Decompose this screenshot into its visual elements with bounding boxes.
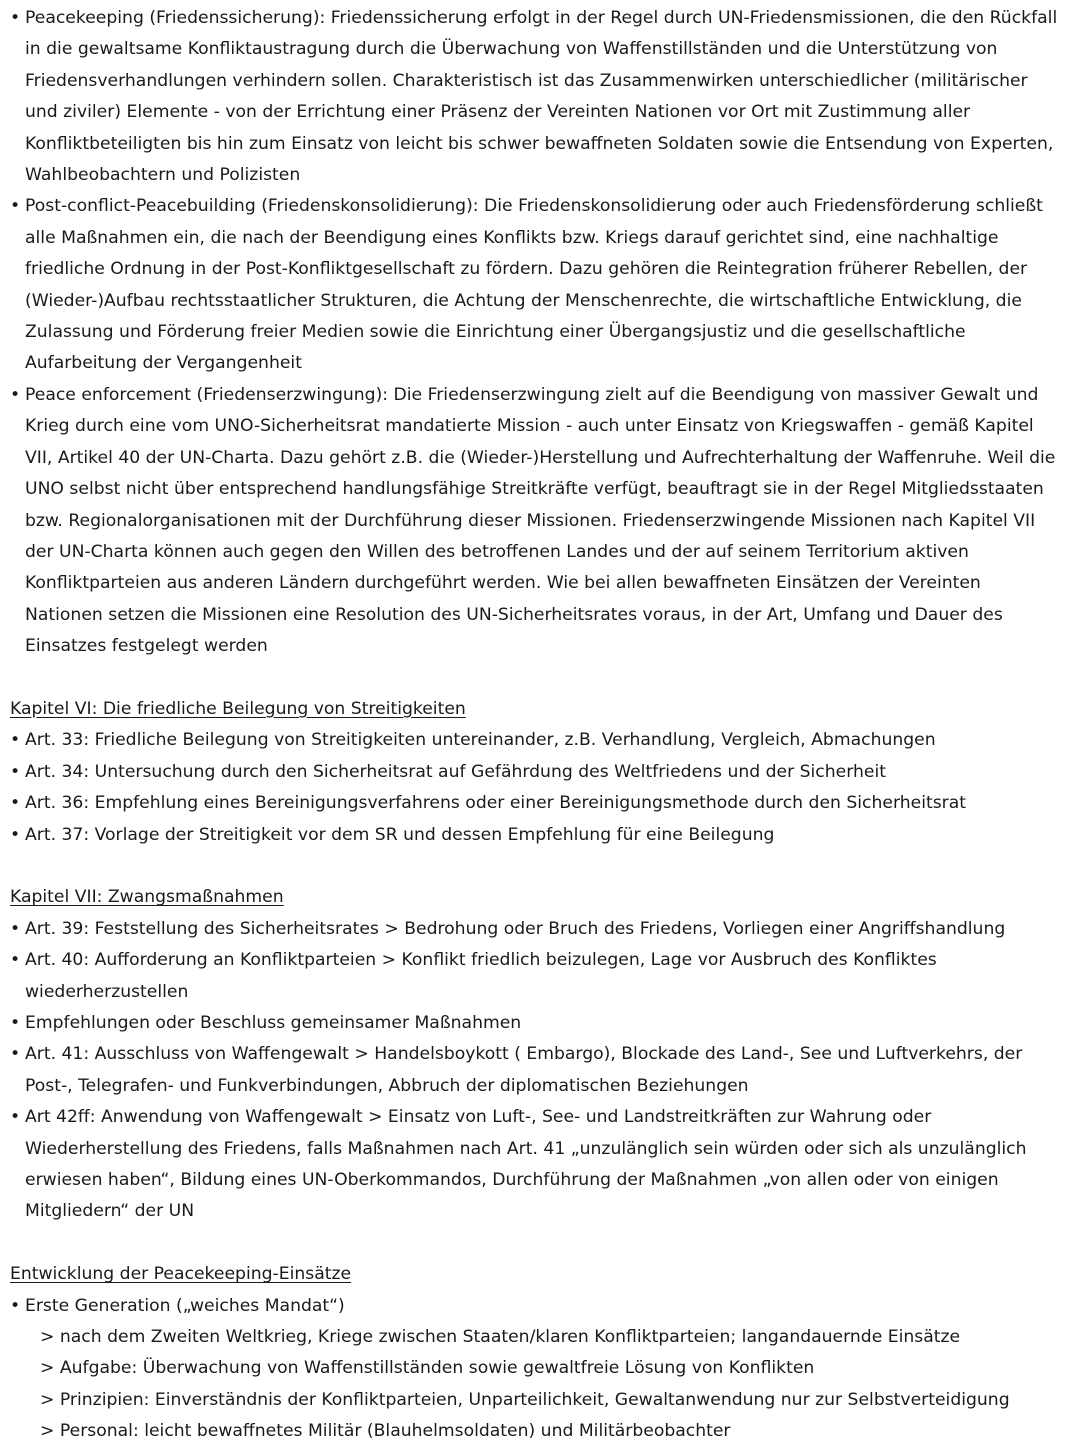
list-item: • Art. 39: Feststellung des Sicherheitsrates > Bedrohung oder Bruch des Friedens, Vorliegen einer Angriffshandlung (10, 914, 1060, 945)
generation-item (10, 1291, 1060, 1448)
section-spacer (10, 663, 1060, 694)
section-spacer (10, 851, 1060, 882)
list-item: • Art. 34: Untersuchung durch den Sicherheitsrat auf Gefährdung des Weltfriedens und der Sicherheit (10, 757, 1060, 788)
bullet-peacebuilding: • Post-conflict-Peacebuilding (Friedenskonsolidierung): Die Friedenskonsolidierung oder auch Friedensförderung schließt alle Maßnahmen ein, die nach der Beendigung eines Konflikts bzw. Kriegs darauf gerichtet sind, eine nachhaltige friedliche Ordnung in der Post-Konfliktgesellschaft zu fördern. Dazu gehören die Reintegration früherer Rebellen, der (Wieder-)Aufbau rechtsstaatlicher Strukturen, die Achtung der Menschenrechte, die wirtschaftliche Entwicklung, die Zulassung und Förderung freier Medien sowie die Einrichtung einer Übergangsjustiz und die gesellschaftliche Aufarbeitung der Vergangenheit (10, 191, 1060, 379)
bullet-peace-enforcement: • Peace enforcement (Friedenserzwingung): Die Friedenserzwingung zielt auf die Beendigung von massiver Gewalt und Krieg durch eine vom UNO-Sicherheitsrat mandatierte Mission - auch unter Einsatz von Kriegswaffen - gemäß Kapitel VII, Artikel 40 der UN-Charta. Dazu gehört z.B. die (Wieder-)Herstellung und Aufrechterhaltung der Waffenruhe. Weil die UNO selbst nicht über entsprechend handlungsfähige Streitkräfte verfügt, beauftragt sie in der Regel Mitgliedsstaaten bzw. Regionalorganisationen mit der Durchführung dieser Missionen. Friedenserzwingende Missionen nach Kapitel VII der UN-Charta können auch gegen den Willen des betroffenen Landes und der auf seinem Territorium aktiven Konfliktparteien aus anderen Ländern durchgeführt werden. Wie bei allen bewaffneten Einsätzen der Vereinten Nationen setzen die Missionen eine Resolution des UN-Sicherheitsrates voraus, in der Art, Umfang und Dauer des Einsatzes festgelegt werden (10, 380, 1060, 663)
bullet-peacekeeping: • Peacekeeping (Friedenssicherung): Friedenssicherung erfolgt in der Regel durch UN-Friedensmissionen, die den Rückfall in die gewaltsame Konfliktaustragung durch die Überwachung von Waffenstillständen und die Unterstützung von Friedensverhandlungen verhindern sollen. Charakteristisch ist das Zusammenwirken unterschiedlicher (militärischer und ziviler) Elemente - von der Errichtung einer Präsenz der Vereinten Nationen vor Ort mit Zustimmung aller Konfliktbeteiligten bis hin zum Einsatz von leicht bis schwer bewaffneten Soldaten sowie die Entsendung von Experten, Wahlbeobachtern und Polizisten (10, 3, 1060, 191)
sub-list-item: > Aufgabe: Überwachung von Waffenstillständen sowie gewaltfreie Lösung von Konflikten (25, 1353, 1060, 1384)
list-item: • Art. 40: Aufforderung an Konfliktparteien > Konflikt friedlich beizulegen, Lage vor Ausbruch des Konfliktes wiederherzustellen (10, 945, 1060, 1008)
sub-list-item: > Personal: leicht bewaffnetes Militär (Blauhelmsoldaten) und Militärbeobachter (25, 1416, 1060, 1447)
document-page (10, 3, 1060, 1448)
generation-label: • Erste Generation („weiches Mandat“) (25, 1295, 345, 1316)
list-item: • Art. 41: Ausschluss von Waffengewalt > Handelsboykott ( Embargo), Blockade des Land-, See und Luftverkehrs, der Post-, Telegrafen- und Funkverbindungen, Abbruch der diplomatischen Beziehungen (10, 1039, 1060, 1102)
list-item: • Art. 36: Empfehlung eines Bereinigungsverfahrens oder einer Bereinigungsmethode durch den Sicherheitsrat (10, 788, 1060, 819)
list-item: • Empfehlungen oder Beschluss gemeinsamer Maßnahmen (10, 1008, 1060, 1039)
entwicklung-list (10, 1291, 1060, 1448)
kapitel-7-list (10, 914, 1060, 1228)
kapitel-6-list (10, 725, 1060, 851)
sub-list-item: > nach dem Zweiten Weltkrieg, Kriege zwischen Staaten/klaren Konfliktparteien; langandauernde Einsätze (25, 1322, 1060, 1353)
intro-bullet-list (10, 3, 1060, 663)
sub-list-item: > Prinzipien: Einverständnis der Konfliktparteien, Unparteilichkeit, Gewaltanwendung nur zur Selbstverteidigung (25, 1385, 1060, 1416)
generation-points (25, 1322, 1060, 1448)
list-item: • Art. 37: Vorlage der Streitigkeit vor dem SR und dessen Empfehlung für eine Beilegung (10, 820, 1060, 851)
list-item: • Art 42ff: Anwendung von Waffengewalt > Einsatz von Luft-, See- und Landstreitkräften zur Wahrung oder Wiederherstellung des Friedens, falls Maßnahmen nach Art. 41 „unzulänglich sein würden oder sich als unzulänglich erwiesen haben“, Bildung eines UN-Oberkommandos, Durchführung der Maßnahmen „von allen oder von einigen Mitgliedern“ der UN (10, 1102, 1060, 1228)
section-spacer (10, 1228, 1060, 1259)
heading-kapitel-6: Kapitel VI: Die friedliche Beilegung von Streitigkeiten (10, 698, 466, 719)
list-item: • Art. 33: Friedliche Beilegung von Streitigkeiten untereinander, z.B. Verhandlung, Vergleich, Abmachungen (10, 725, 1060, 756)
heading-entwicklung: Entwicklung der Peacekeeping-Einsätze (10, 1264, 352, 1285)
heading-kapitel-7: Kapitel VII: Zwangsmaßnahmen (10, 887, 284, 908)
